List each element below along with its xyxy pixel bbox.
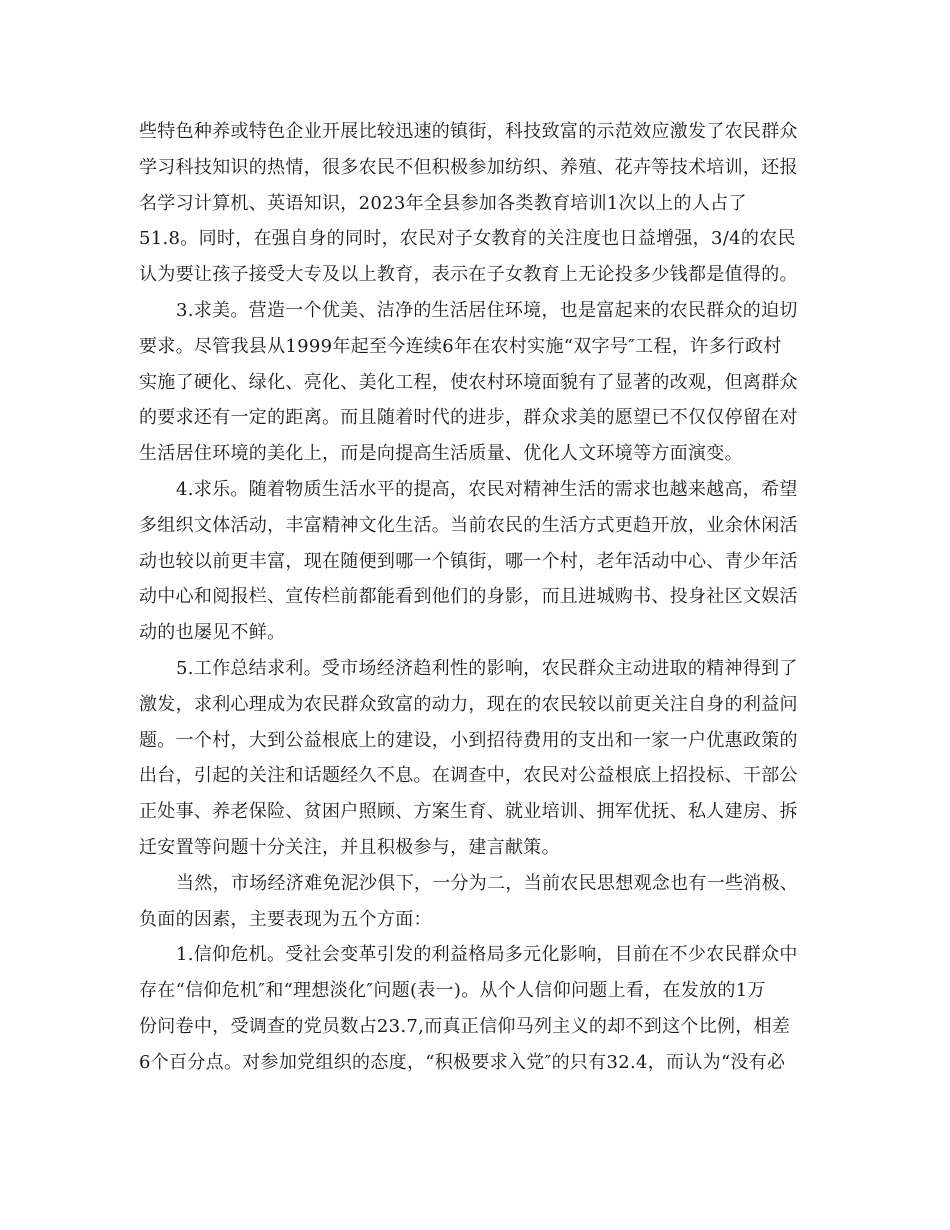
document-body	[139, 114, 815, 1081]
text-line: 51.8。同时，在强自身的同时，农民对子女教育的关注度也日益增强，3/4的农民	[139, 228, 796, 250]
text-line: 动的也屡见不鲜。	[139, 622, 286, 644]
text-line: 动也较以前更丰富，现在随便到哪一个镇街，哪一个村，老年活动中心、青少年活	[139, 550, 798, 572]
text-line: 认为要让孩子接受大专及以上教育，表示在子女教育上无论投多少钱都是值得的。	[139, 264, 798, 286]
paragraph-start-line: 3.求美。营造一个优美、洁净的生活居住环境，也是富起来的农民群众的迫切	[176, 299, 798, 321]
text-line: 学习科技知识的热情，很多农民不但积极参加纺织、养殖、花卉等技术培训，还报	[139, 156, 798, 178]
text-line: 负面的因素，主要表现为五个方面：	[139, 908, 432, 930]
text-line: 些特色种养或特色企业开展比较迅速的镇街，科技致富的示范效应激发了农民群众	[139, 121, 798, 142]
text-line: 生活居住环境的美化上，而是向提高生活质量、优化人文环境等方面演变。	[139, 443, 743, 465]
text-line: 6个百分点。对参加党组织的态度，“积极要求入党″的只有32.4，而认为“没有必	[139, 1051, 786, 1073]
paragraph-start-line: 4.求乐。随着物质生活水平的提高，农民对精神生活的需求也越来越高，希望	[176, 478, 798, 500]
text-line: 出台，引起的关注和话题经久不息。在调查中，农民对公益根底上招投标、干部公	[139, 765, 798, 787]
text-line: 的要求还有一定的距离。而且随着时代的进步，群众求美的愿望已不仅仅停留在对	[139, 407, 798, 429]
text-line: 动中心和阅报栏、宣传栏前都能看到他们的身影，而且进城购书、投身社区文娱活	[139, 586, 798, 608]
text-line: 多组织文体活动，丰富精神文化生活。当前农民的生活方式更趋开放，业余休闲活	[139, 514, 798, 536]
paragraph-start-line: 5.工作总结求利。受市场经济趋利性的影响，农民群众主动进取的精神得到了	[176, 657, 798, 679]
text-line: 实施了硬化、绿化、亮化、美化工程，使农村环境面貌有了显著的改观，但离群众	[139, 371, 798, 393]
text-line: 题。一个村，大到公益根底上的建设，小到招待费用的支出和一家一户优惠政策的	[139, 729, 798, 751]
text-line: 名学习计算机、英语知识，2023年全县参加各类教育培训1次以上的人占了	[139, 192, 747, 214]
text-line: 存在“信仰危机″和“理想淡化″问题(表一)。从个人信仰问题上看，在发放的1万	[139, 980, 766, 1002]
text-line: 要求。尽管我县从1999年起至今连续6年在农村实施“双字号″工程，许多行政村	[139, 335, 782, 357]
text-line: 份问卷中，受调查的党员数占23.7,而真正信仰马列主义的却不到这个比例，相差	[139, 1015, 791, 1037]
text-line: 激发，求利心理成为农民群众致富的动力，现在的农民较以前更关注自身的利益问	[139, 693, 798, 715]
text-line: 迁安置等问题十分关注，并且积极参与，建言献策。	[139, 836, 560, 858]
paragraph-start-line: 1.信仰危机。受社会变革引发的利益格局多元化影响，目前在不少农民群众中	[176, 944, 798, 966]
text-line: 正处事、养老保险、贫困户照顾、方案生育、就业培训、拥军优抚、私人建房、拆	[139, 801, 798, 823]
paragraph-start-line: 当然，市场经济难免泥沙俱下，一分为二，当前农民思想观念也有一些消极、	[176, 872, 799, 894]
